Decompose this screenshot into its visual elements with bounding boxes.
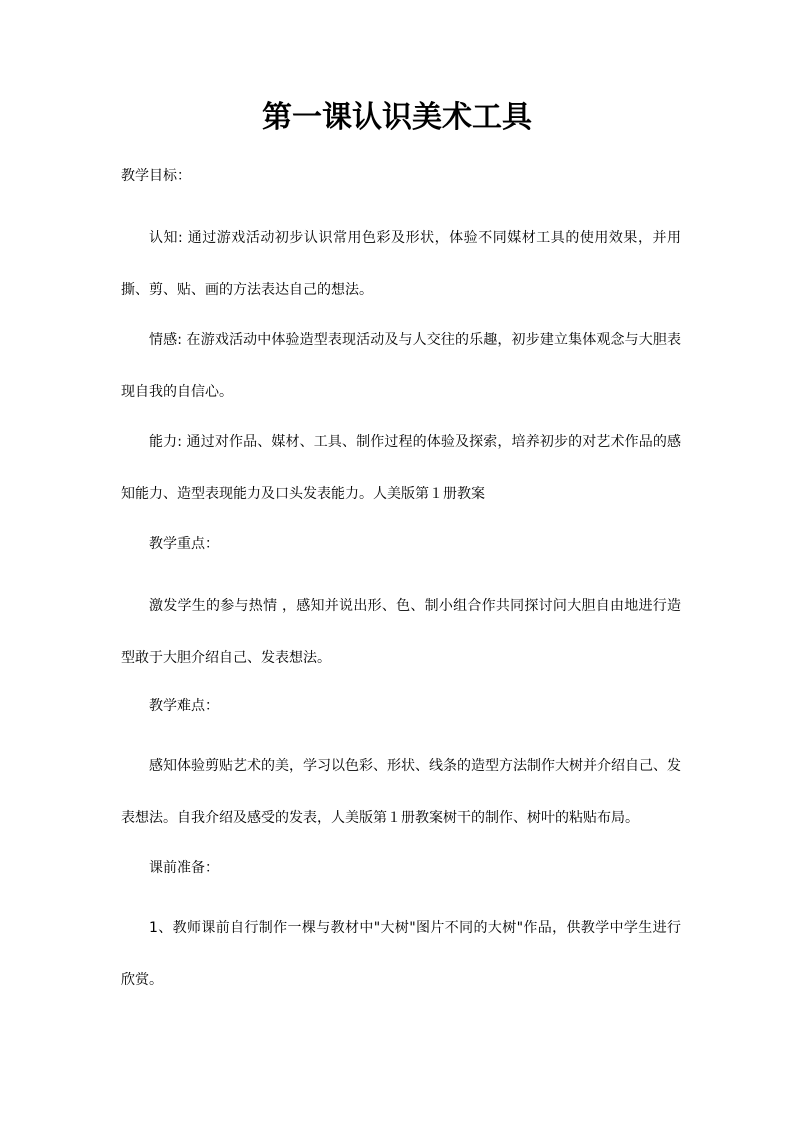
difficulties-heading: 教学难点： [149,698,219,714]
key-points-paragraph: 激发学生的参与热情 ，感知并说出形、色、制小组合作共同探讨问大胆自由地进行造型敢于大胆介绍自己、发表想法。 [121,598,681,666]
cognition-paragraph: 认知: 通过游戏活动初步认识常用色彩及形状，体验不同媒材工具的使用效果，并用撕、剪、贴、画的方法表达自己的想法。 [121,230,681,298]
ability-paragraph: 能力: 通过对作品、媒材、工具、制作过程的体验及探索，培养初步的对艺术作品的感知能力、造型表现能力及口头发表能力。人美版第１册教案 [121,434,681,502]
page-title: 第一课认识美术工具 [262,100,532,135]
objectives-heading: 教学目标： [121,168,191,184]
preparation-heading: 课前准备： [149,860,219,876]
key-points-heading: 教学重点： [149,536,219,552]
difficulties-paragraph: 感知体验剪贴艺术的美，学习以色彩、形状、线条的造型方法制作大树并介绍自己、发表想法。自我介绍及感受的发表，人美版第１册教案树干的制作、树叶的粘贴布局。 [121,758,681,826]
emotion-paragraph: 情感: 在游戏活动中体验造型表现活动及与人交往的乐趣，初步建立集体观念与大胆表现自我的自信心。 [121,332,681,400]
preparation-item-1: 1、教师课前自行制作一棵与教材中"大树"图片不同的大树"作品，供教学中学生进行欣赏。 [121,920,681,988]
